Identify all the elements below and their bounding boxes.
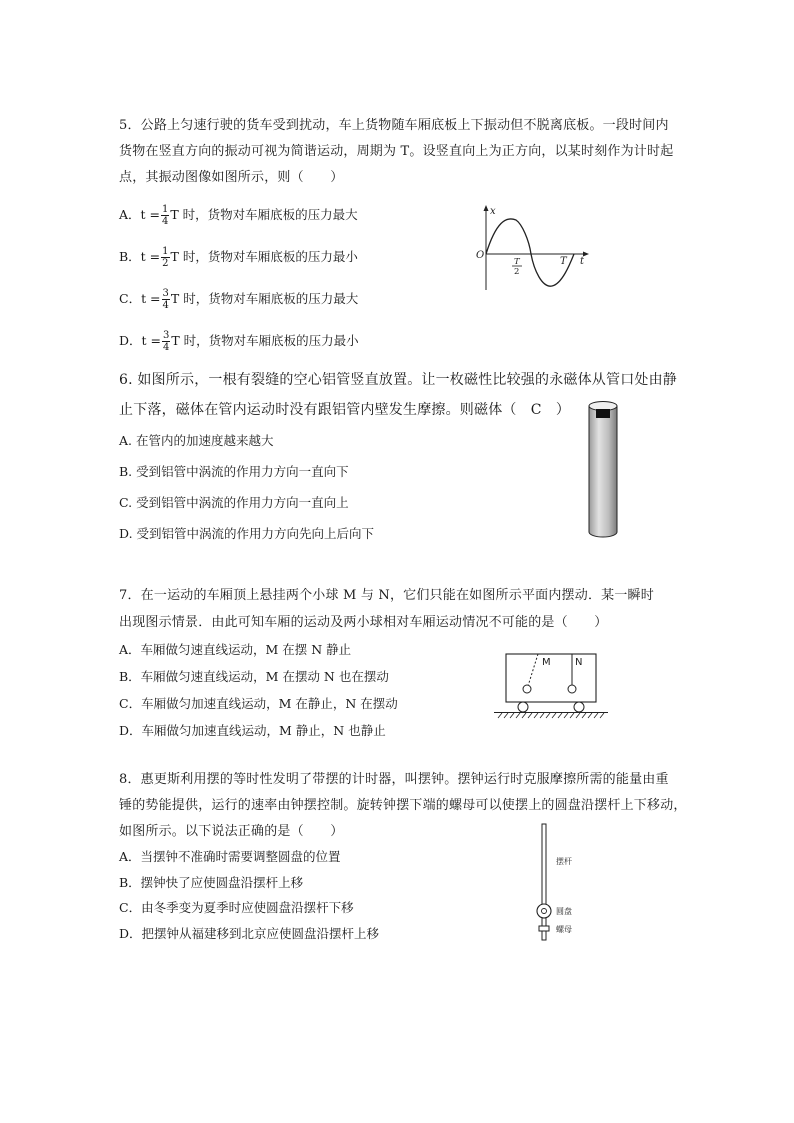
q5-option-c-prefix: C．t = <box>119 291 161 306</box>
ball-m <box>523 685 531 693</box>
fraction-denominator: 4 <box>163 342 170 353</box>
fraction-denominator: 2 <box>162 258 169 269</box>
fraction-denominator: 4 <box>162 300 169 311</box>
label-m: M <box>542 657 551 668</box>
fraction-numerator: 3 <box>163 330 170 341</box>
wheel-right <box>574 702 584 712</box>
q5-stem-line-3: 点，其振动图像如图所示，则（ ） <box>119 170 344 185</box>
q8-stem-line-2: 锤的势能提供，运行的速率由钟摆控制。旋转钟摆下端的螺母可以使摆上的圆盘沿摆杆上下移动， <box>119 798 687 813</box>
q7-carriage-figure <box>490 648 612 720</box>
q5-stem-line-2: 货物在竖直方向的振动可视为简谐运动，周期为 T。设竖直向上为正方向，以某时刻作为计时起 <box>119 144 674 159</box>
q7-stem-line-1: 7．在一运动的车厢顶上悬挂两个小球 M 与 N，它们只能在如图所示平面内摆动．某一瞬时 <box>119 588 654 603</box>
q7-stem-line-2: 出现图示情景．由此可知车厢的运动及两小球相对车厢运动情况不可能的是（ ） <box>119 615 608 630</box>
nut-label: 螺母 <box>556 925 572 934</box>
pendulum-nut <box>539 926 549 931</box>
label-n: N <box>575 657 583 668</box>
q5-option-d <box>119 330 359 353</box>
t-axis-label: t <box>580 256 585 267</box>
q6-option-d: D. 受到铝管中涡流的作用力方向先向上后向下 <box>119 526 375 541</box>
q8-option-b: B．摆钟快了应使圆盘沿摆杆上移 <box>119 875 304 890</box>
q6-aluminum-tube-figure <box>585 400 621 542</box>
fraction-denominator: 4 <box>162 216 169 227</box>
magnet <box>596 409 610 418</box>
q8-stem-line-1: 8．惠更斯利用摆的等时性发明了带摆的计时器，叫摆钟。摆钟运行时克服摩擦所需的能量由重 <box>119 772 669 787</box>
sine-curve <box>486 219 574 286</box>
origin-label: O <box>476 250 485 261</box>
pendulum-rod <box>542 824 546 906</box>
q6-option-b: B. 受到铝管中涡流的作用力方向一直向下 <box>119 464 349 479</box>
pendulum-m-string <box>528 654 538 686</box>
fraction-numerator: 1 <box>162 246 169 257</box>
q5-option-a <box>119 204 358 227</box>
q6-option-c: C. 受到铝管中涡流的作用力方向一直向上 <box>119 495 349 510</box>
fraction <box>161 246 169 269</box>
ball-n <box>568 685 576 693</box>
q5-option-c <box>119 288 358 311</box>
q5-vibration-graph <box>474 202 594 294</box>
wheel-left <box>518 702 528 712</box>
q5-option-b-text: T 时，货物对车厢底板的压力最小 <box>170 249 358 264</box>
x-axis-label: x <box>490 206 496 217</box>
q7-option-a: A．车厢做匀速直线运动，M 在摆 N 静止 <box>119 642 352 657</box>
q5-option-b <box>119 246 358 269</box>
q6-option-a: A. 在管内的加速度越来越大 <box>119 433 274 448</box>
q6-stem-line-2: 止下落，磁体在管内运动时没有跟铝管内壁发生摩擦。则磁体（ C ） <box>119 402 571 418</box>
q5-option-a-text: T 时，货物对车厢底板的压力最大 <box>170 207 358 222</box>
tube-body <box>589 406 617 537</box>
q6-stem-line-1: 6. 如图所示，一根有裂缝的空心铝管竖直放置。让一枚磁性比较强的永磁体从管口处由静 <box>119 372 678 388</box>
q5-option-d-prefix: D．t = <box>119 333 161 348</box>
q7-option-d: D．车厢做匀加速直线运动，M 静止，N 也静止 <box>119 723 386 738</box>
q8-option-c: C．由冬季变为夏季时应使圆盘沿摆杆下移 <box>119 900 354 915</box>
q5-option-c-text: T 时，货物对车厢底板的压力最大 <box>170 291 359 306</box>
q8-pendulum-figure <box>528 822 588 944</box>
q8-option-a: A．当摆钟不准确时需要调整圆盘的位置 <box>119 849 341 864</box>
fraction <box>162 330 170 353</box>
fraction <box>162 288 170 311</box>
q5-option-a-prefix: A．t = <box>119 207 160 222</box>
fraction-numerator: 3 <box>162 288 169 299</box>
fraction <box>161 204 169 227</box>
x-axis-arrow-icon <box>484 205 489 211</box>
half-period-denominator: 2 <box>514 267 520 277</box>
ground-hatch <box>498 713 604 718</box>
fraction-numerator: 1 <box>162 204 169 215</box>
half-period-numerator: T <box>514 257 520 267</box>
carriage-box <box>506 654 596 702</box>
disk-center <box>542 909 547 914</box>
q7-option-c: C．车厢做匀加速直线运动，M 在静止，N 在摆动 <box>119 696 398 711</box>
disk-label: 圆盘 <box>556 907 572 916</box>
q8-option-d: D．把摆钟从福建移到北京应使圆盘沿摆杆上移 <box>119 926 380 941</box>
q7-option-b: B．车厢做匀速直线运动，M 在摆动 N 也在摆动 <box>119 669 389 684</box>
q8-stem-line-3: 如图所示。以下说法正确的是（ ） <box>119 824 344 839</box>
period-label: T <box>560 256 567 267</box>
q5-option-b-prefix: B．t = <box>119 249 161 264</box>
q5-stem-line-1: 5．公路上匀速行驶的货车受到扰动，车上货物随车厢底板上下振动但不脱离底板。一段时间内 <box>119 118 669 133</box>
rod-label: 摆杆 <box>556 857 572 866</box>
q5-option-d-text: T 时，货物对车厢底板的压力最小 <box>171 333 359 348</box>
